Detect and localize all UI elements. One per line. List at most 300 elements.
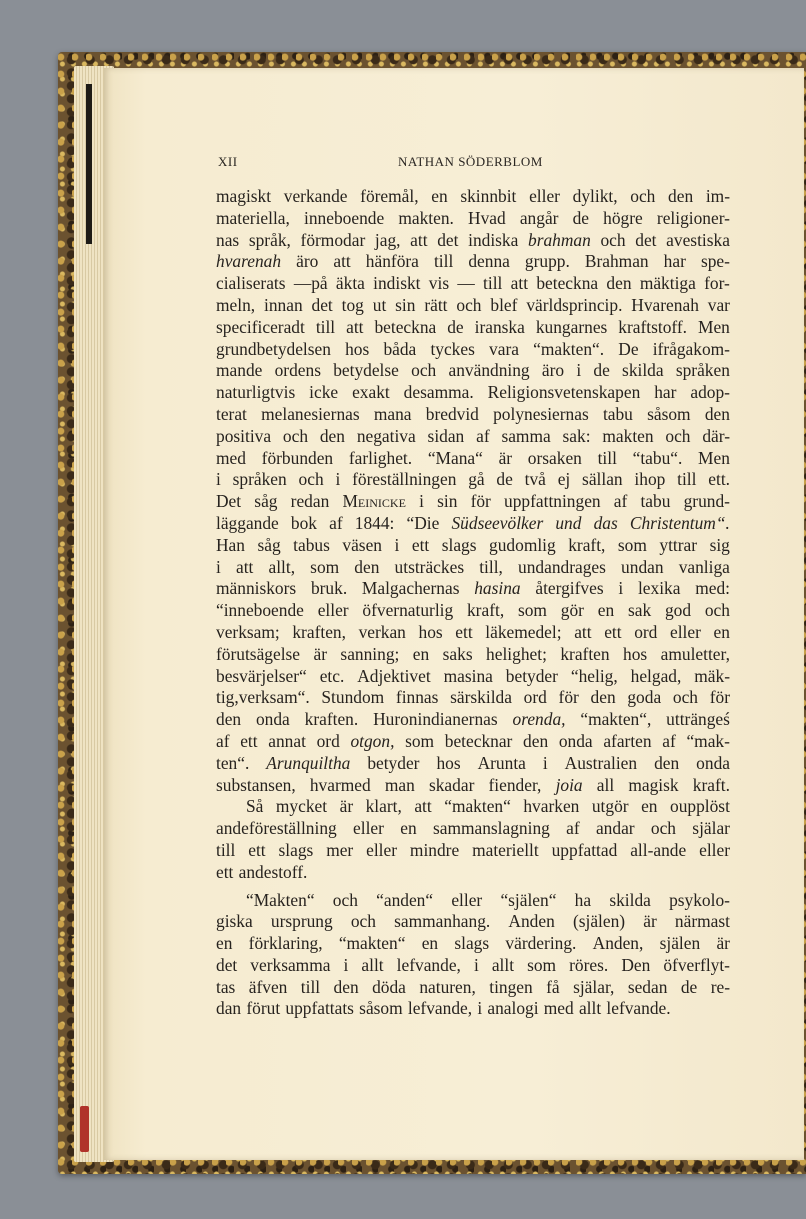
word: religioner-: [656, 207, 730, 228]
word: äro: [541, 360, 565, 381]
text-line: [216, 622, 730, 644]
italic-word: und: [555, 512, 582, 533]
word: slags: [454, 933, 490, 954]
word: masina: [443, 665, 493, 686]
word: allt: [361, 954, 384, 975]
word: att: [414, 796, 432, 817]
word: lefvande,: [407, 998, 473, 1019]
word: förmodar: [300, 229, 366, 250]
word: ord: [523, 687, 547, 708]
word: blef: [490, 294, 518, 315]
word: den: [523, 730, 549, 751]
word: iranska: [474, 316, 525, 337]
word: kungarnes: [535, 316, 608, 337]
word: ett: [240, 730, 258, 751]
word: i: [335, 469, 341, 490]
word: till: [433, 251, 454, 272]
word: till,: [479, 556, 503, 577]
word: ord: [634, 621, 658, 642]
word: (själen): [572, 911, 626, 932]
word: tig,verksam“.: [216, 687, 310, 708]
word: Anden: [508, 911, 555, 932]
word: mana: [373, 403, 412, 424]
word: det: [311, 294, 333, 315]
word: giska: [216, 911, 253, 932]
word: fiender,: [488, 774, 542, 795]
text-line: [216, 709, 730, 731]
word: sin: [395, 294, 416, 315]
word: en: [431, 186, 448, 206]
word: naturen,: [419, 976, 476, 997]
word: att: [510, 273, 529, 294]
word: det: [635, 229, 657, 250]
text-line: [216, 208, 730, 230]
text-line: [216, 840, 730, 862]
word: särskilda: [450, 687, 512, 708]
word: af: [662, 730, 676, 751]
word: i: [576, 360, 582, 381]
word: indiska: [468, 229, 519, 250]
word: och: [672, 687, 698, 708]
word: for-: [704, 273, 730, 294]
italic-word: Arunquiltha: [266, 752, 351, 773]
word: döda: [372, 976, 406, 997]
word: “inneboende: [216, 600, 304, 621]
word: i: [419, 491, 424, 512]
paragraph: [216, 796, 730, 883]
word: oupplöst: [670, 796, 730, 817]
text-line: [216, 600, 730, 622]
word: och: [332, 889, 358, 910]
word: ett.: [708, 469, 730, 490]
word: De: [618, 338, 639, 359]
word: själar: [692, 818, 730, 839]
word: 1844:: [354, 512, 395, 533]
text-line: [216, 295, 730, 317]
word: är: [339, 796, 354, 817]
word: förbunden: [261, 447, 334, 468]
word: undan: [621, 556, 664, 577]
word: är: [313, 643, 327, 664]
word: är: [716, 933, 730, 954]
word: utsträckes: [394, 556, 465, 577]
word: bok: [290, 512, 317, 533]
word: eller: [366, 839, 398, 860]
word: andestoff.: [238, 861, 308, 882]
word: magiskt: [216, 186, 272, 206]
word: själen: [659, 933, 701, 954]
word: onda: [696, 752, 730, 773]
word: Anden,: [592, 933, 644, 954]
text-line: [216, 955, 730, 977]
word: ett: [411, 534, 430, 555]
word: mande: [216, 360, 263, 381]
word: en: [713, 621, 730, 642]
word: verksam;: [216, 621, 280, 642]
word: grundbetydelsen: [216, 338, 331, 359]
word: eller: [529, 186, 560, 206]
word: adop-: [690, 382, 730, 403]
word: eller: [317, 600, 349, 621]
word: analogi: [487, 998, 539, 1019]
paragraph: [216, 186, 730, 796]
text-line: [216, 339, 730, 361]
word: till: [300, 976, 321, 997]
word: den: [354, 556, 380, 577]
word: skilda: [622, 360, 664, 381]
word: till: [677, 469, 697, 490]
word: naturligtvis: [216, 382, 296, 403]
word: ett: [248, 839, 266, 860]
word: den: [654, 752, 680, 773]
word: hvarmed: [309, 774, 371, 795]
word: im-: [705, 186, 730, 206]
word: vanliga: [678, 556, 730, 577]
word: “makten“,: [580, 709, 652, 730]
word: sin: [437, 491, 458, 512]
word: hos: [345, 338, 370, 359]
word: vara: [489, 338, 519, 359]
word: sidan: [427, 425, 465, 446]
word: som: [527, 954, 557, 975]
word: förutsägelse: [216, 643, 301, 664]
word: som: [310, 556, 340, 577]
word: “anden“: [376, 889, 434, 910]
word: till: [483, 273, 503, 294]
word: hos: [436, 752, 461, 773]
word: Men: [698, 447, 730, 468]
word: de: [496, 469, 513, 490]
word: angår: [519, 207, 559, 228]
word: hvarken: [523, 796, 580, 817]
word: såsom: [647, 403, 691, 424]
word: af: [216, 730, 230, 751]
word: kraft,: [568, 534, 606, 555]
word: exakt: [352, 382, 390, 403]
word: annat: [268, 730, 306, 751]
word: sedan: [627, 976, 668, 997]
word: Den: [621, 954, 651, 975]
word: uppfattningen: [504, 491, 601, 512]
word: yttrar: [659, 534, 698, 555]
paragraph: [216, 890, 730, 1021]
word: rätt: [424, 294, 448, 315]
italic-word: hvarenah: [216, 251, 282, 272]
italic-word: Südseevölker: [451, 512, 544, 533]
word: öfverflyt-: [663, 954, 730, 975]
word: ha: [574, 889, 592, 910]
word: har: [663, 251, 686, 272]
word: kraft,: [466, 600, 505, 621]
word: äfven: [248, 976, 288, 997]
text-line: [216, 998, 730, 1020]
word: god: [664, 600, 692, 621]
word: en: [641, 796, 658, 817]
word: till: [597, 447, 617, 468]
word: i: [343, 954, 349, 975]
text-line: [216, 796, 730, 818]
text-line: [216, 911, 730, 933]
word: tas: [216, 976, 236, 997]
word: “makten“: [338, 933, 406, 954]
word: tog: [341, 294, 364, 315]
word: redan: [290, 491, 330, 512]
text-line: [216, 382, 730, 404]
italic-word: joia: [555, 774, 583, 795]
text-line: [216, 731, 730, 753]
word: innan: [264, 294, 303, 315]
word: tyckes: [430, 338, 475, 359]
word: en: [421, 933, 439, 954]
word: äro: [296, 251, 319, 272]
word: eller: [353, 818, 384, 839]
word: det: [216, 954, 238, 975]
word: sammanslagning: [432, 818, 550, 839]
word: Brahman: [584, 251, 649, 272]
word: orsaken: [527, 447, 582, 468]
word: af: [613, 491, 628, 512]
word: hänföra: [365, 251, 419, 272]
word: och: [630, 186, 656, 206]
word: “tabu“.: [632, 447, 683, 468]
header-title: NATHAN SÖDERBLOM: [398, 154, 543, 169]
word: ten“.: [216, 752, 250, 773]
word: utgör: [591, 796, 629, 817]
text-line: [216, 933, 730, 955]
word: “Makten“: [246, 889, 315, 910]
word: bredvid: [425, 403, 479, 424]
word: af: [476, 425, 490, 446]
word: kraften,: [292, 621, 346, 642]
word: andeföreställning: [216, 818, 337, 839]
word: farlighet.: [348, 447, 413, 468]
word: materiellt: [472, 839, 539, 860]
word: i: [216, 556, 221, 577]
word: allt: [578, 998, 602, 1019]
word: en: [400, 818, 417, 839]
word: de: [593, 360, 610, 381]
text-line: [216, 977, 730, 999]
word: ett: [604, 621, 622, 642]
word: mer: [326, 839, 354, 860]
word: återgifves: [535, 578, 604, 599]
word: Hvad: [468, 207, 506, 228]
word: och: [600, 229, 626, 250]
word: allt,: [268, 556, 296, 577]
word: finnas: [395, 687, 439, 708]
word: Arunta: [477, 752, 526, 773]
word: den: [668, 186, 694, 206]
italic-word: otgon,: [350, 730, 395, 751]
word: och: [282, 425, 309, 446]
word: de: [680, 976, 698, 997]
text-line: [216, 273, 730, 295]
word: terat: [216, 403, 247, 424]
word: den: [319, 425, 345, 446]
word: äkta: [335, 273, 365, 294]
word: besvärjelser“: [216, 665, 307, 686]
word: människors: [216, 578, 297, 599]
text-line: [216, 644, 730, 666]
word: i: [542, 752, 548, 773]
italic-word: Christentum“.: [629, 512, 730, 533]
word: grupp.: [524, 251, 570, 272]
word: betecknar: [444, 730, 513, 751]
word: “själen“: [500, 889, 557, 910]
word: ett: [455, 621, 473, 642]
word: Australien: [564, 752, 638, 773]
word: det: [437, 229, 459, 250]
word: Stundom: [321, 687, 385, 708]
text-line: [216, 513, 730, 535]
text-line: [216, 862, 730, 884]
word: jag,: [374, 229, 401, 250]
word: ihop: [634, 469, 666, 490]
word: amuletter,: [660, 643, 730, 664]
word: röres.: [569, 954, 609, 975]
word: vis: [428, 273, 450, 294]
word: “makten“: [444, 796, 511, 817]
word: klart,: [365, 796, 402, 817]
word: att: [333, 251, 351, 272]
word: föreställningen: [352, 469, 457, 490]
word: ej: [557, 469, 571, 490]
text-line: [216, 890, 730, 912]
text-line: [216, 317, 730, 339]
word: tingen: [489, 976, 533, 997]
word: “Mana“: [427, 447, 483, 468]
word: som: [405, 730, 435, 751]
word: är: [498, 447, 513, 468]
word: Religionsvetenskapen: [487, 382, 641, 403]
word: gå: [468, 469, 485, 490]
word: att: [235, 556, 254, 577]
word: den: [333, 976, 359, 997]
word: där-: [702, 425, 730, 446]
word: närmast: [674, 911, 730, 932]
word: hos: [623, 643, 648, 664]
text-line: [216, 666, 730, 688]
page-number: XII: [218, 154, 238, 169]
word: mindre: [409, 839, 460, 860]
word: Det: [216, 491, 242, 512]
word: den: [606, 273, 632, 294]
word: undandrages: [518, 556, 606, 577]
word: substansen,: [216, 774, 296, 795]
word: och: [350, 911, 376, 932]
text-line: [216, 753, 730, 775]
word: icke: [309, 382, 339, 403]
word: Så: [246, 796, 264, 817]
word: materiella,: [216, 207, 290, 228]
text-line: [216, 578, 730, 600]
word: “helig,: [570, 665, 618, 686]
word: uppfattad: [551, 839, 618, 860]
word: såsom: [359, 998, 403, 1019]
word: att: [574, 621, 592, 642]
word: helgad,: [630, 665, 682, 686]
word: ursprung: [270, 911, 333, 932]
word: själar,: [573, 976, 615, 997]
word: lefvande,: [396, 954, 461, 975]
text-line: [216, 448, 730, 470]
word: sanning;: [340, 643, 400, 664]
word: goda: [627, 687, 662, 708]
word: kraften.: [304, 709, 359, 730]
word: af: [566, 818, 580, 839]
word: tabu: [640, 491, 671, 512]
word: mäktiga: [639, 273, 696, 294]
word: gör: [560, 600, 584, 621]
word: en: [412, 643, 430, 664]
word: eller: [699, 839, 730, 860]
word: negativa: [356, 425, 416, 446]
word: få: [546, 976, 560, 997]
word: Han: [216, 534, 245, 555]
word: förklaring,: [248, 933, 323, 954]
small-caps-word: Meinicke: [342, 491, 406, 512]
text-line: [216, 535, 730, 557]
word: lefvande.: [606, 998, 671, 1019]
word: är: [643, 911, 657, 932]
word: kraftstoff.: [618, 316, 688, 337]
word: kraften: [560, 643, 610, 664]
word: föremål,: [360, 186, 419, 206]
word: som: [517, 600, 547, 621]
word: en: [597, 600, 615, 621]
word: utträngeś: [666, 709, 730, 730]
text-line: [216, 404, 730, 426]
word: psykolo-: [669, 889, 730, 910]
word: makten: [602, 425, 654, 446]
word: den: [590, 687, 616, 708]
word: verkan: [358, 621, 406, 642]
italic-word: das: [593, 512, 618, 533]
word: med:: [695, 578, 730, 599]
word: spe-: [700, 251, 730, 272]
text-line: [216, 818, 730, 840]
word: tabus: [293, 534, 330, 555]
word: specificeradt: [216, 316, 305, 337]
word: betyder: [367, 752, 420, 773]
word: i: [618, 578, 624, 599]
text-line: [216, 491, 730, 513]
word: kraft.: [692, 774, 730, 795]
italic-word: hasina: [474, 578, 521, 599]
word: i: [473, 954, 479, 975]
body-text: [216, 186, 730, 1020]
word: ett: [216, 861, 234, 882]
word: och: [298, 469, 324, 490]
word: en: [216, 933, 233, 954]
word: betyder: [505, 665, 558, 686]
word: att: [410, 229, 428, 250]
word: inneboende: [304, 207, 385, 228]
word: re-: [710, 976, 730, 997]
word: till: [315, 316, 336, 337]
word: slags: [441, 534, 477, 555]
word: af: [329, 512, 343, 533]
word: all-ande: [630, 839, 687, 860]
word: all: [596, 774, 615, 795]
word: makten.: [398, 207, 454, 228]
word: denna: [468, 251, 510, 272]
word: uppfattats: [285, 998, 354, 1019]
word: lexika: [637, 578, 681, 599]
word: dylikt,: [572, 186, 618, 206]
word: cialiserats: [216, 273, 286, 294]
word: användning: [448, 360, 530, 381]
